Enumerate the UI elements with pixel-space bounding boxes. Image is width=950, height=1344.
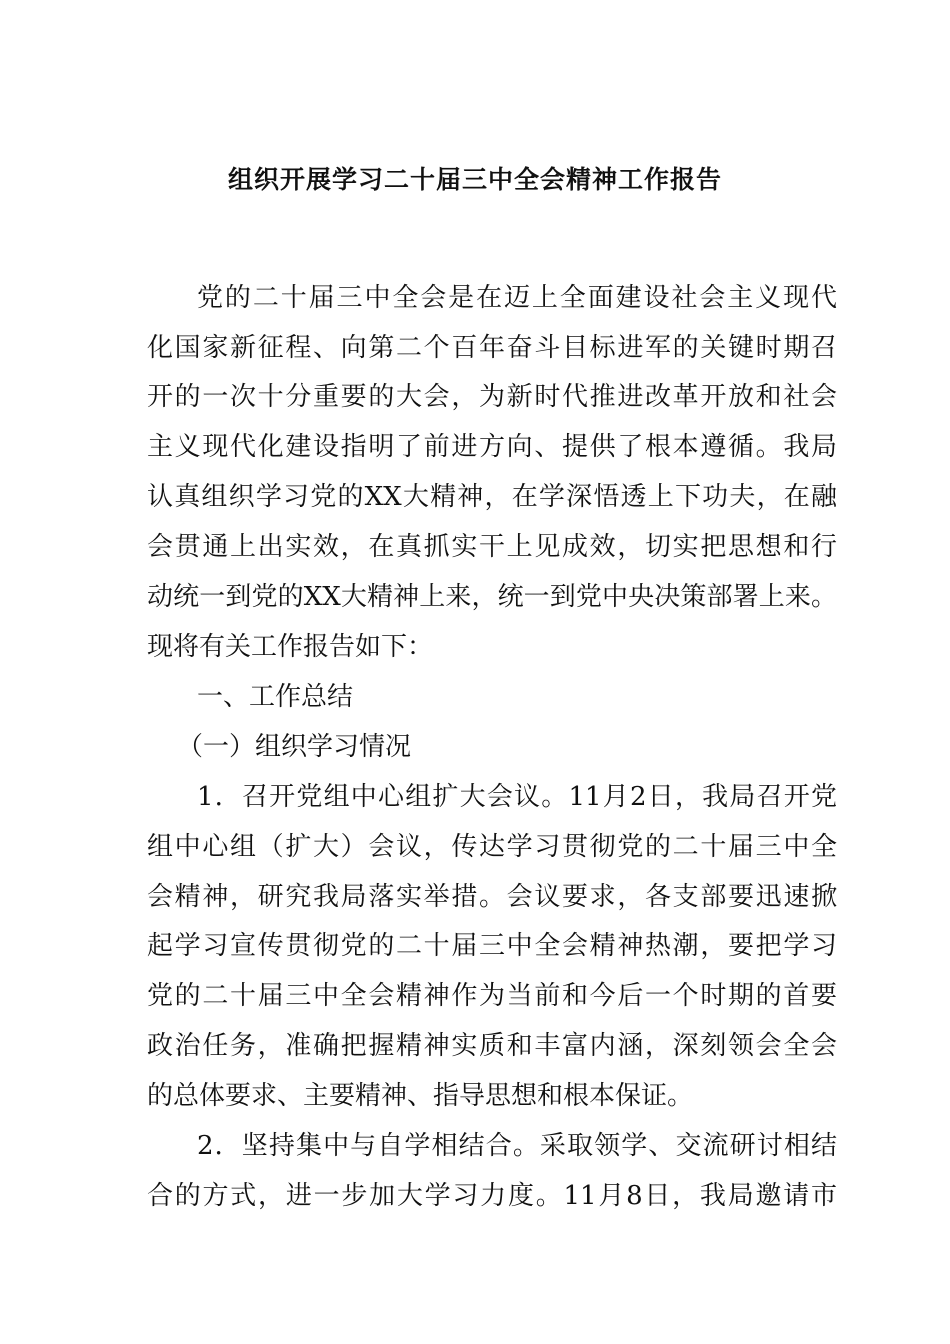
paragraph-line: 政治任务，准确把握精神实质和丰富内涵，深刻领会全会 xyxy=(147,1031,837,1061)
paragraph-line: 现将有关工作报告如下： xyxy=(147,632,434,662)
paragraph-line: 党的二十届三中全会是在迈上全面建设社会主义现代 xyxy=(197,283,837,313)
paragraph-line: 合的方式，进一步加大学习力度。11月8日，我局邀请市 xyxy=(147,1181,837,1211)
paragraph-line: 组中心组（扩大）会议，传达学习贯彻党的二十届三中全 xyxy=(147,832,837,862)
paragraph-line: 化国家新征程、向第二个百年奋斗目标进军的关键时期召 xyxy=(147,333,837,363)
paragraph-line: 1．召开党组中心组扩大会议。11月2日，我局召开党 xyxy=(197,782,837,812)
paragraph-line: 会精神，研究我局落实举措。会议要求，各支部要迅速掀 xyxy=(147,882,837,912)
subsection-heading: （一）组织学习情况 xyxy=(177,732,412,762)
paragraph-line: 认真组织学习党的XX大精神，在学深悟透上下功夫，在融 xyxy=(147,482,837,512)
paragraph-line: 会贯通上出实效，在真抓实干上见成效，切实把思想和行 xyxy=(147,532,837,562)
section-heading: 一、工作总结 xyxy=(197,682,354,712)
paragraph-line: 开的一次十分重要的大会，为新时代推进改革开放和社会 xyxy=(147,382,837,412)
paragraph-line: 起学习宣传贯彻党的二十届三中全会精神热潮，要把学习 xyxy=(147,931,837,961)
document-title: 组织开展学习二十届三中全会精神工作报告 xyxy=(227,165,722,194)
paragraph-line: 动统一到党的XX大精神上来，统一到党中央决策部署上来。 xyxy=(147,582,837,612)
paragraph-line: 党的二十届三中全会精神作为当前和今后一个时期的首要 xyxy=(147,981,837,1011)
paragraph-line: 主义现代化建设指明了前进方向、提供了根本遵循。我局 xyxy=(147,432,837,462)
paragraph-line: 的总体要求、主要精神、指导思想和根本保证。 xyxy=(147,1081,694,1111)
paragraph-line: 2．坚持集中与自学相结合。采取领学、交流研讨相结 xyxy=(197,1131,837,1161)
